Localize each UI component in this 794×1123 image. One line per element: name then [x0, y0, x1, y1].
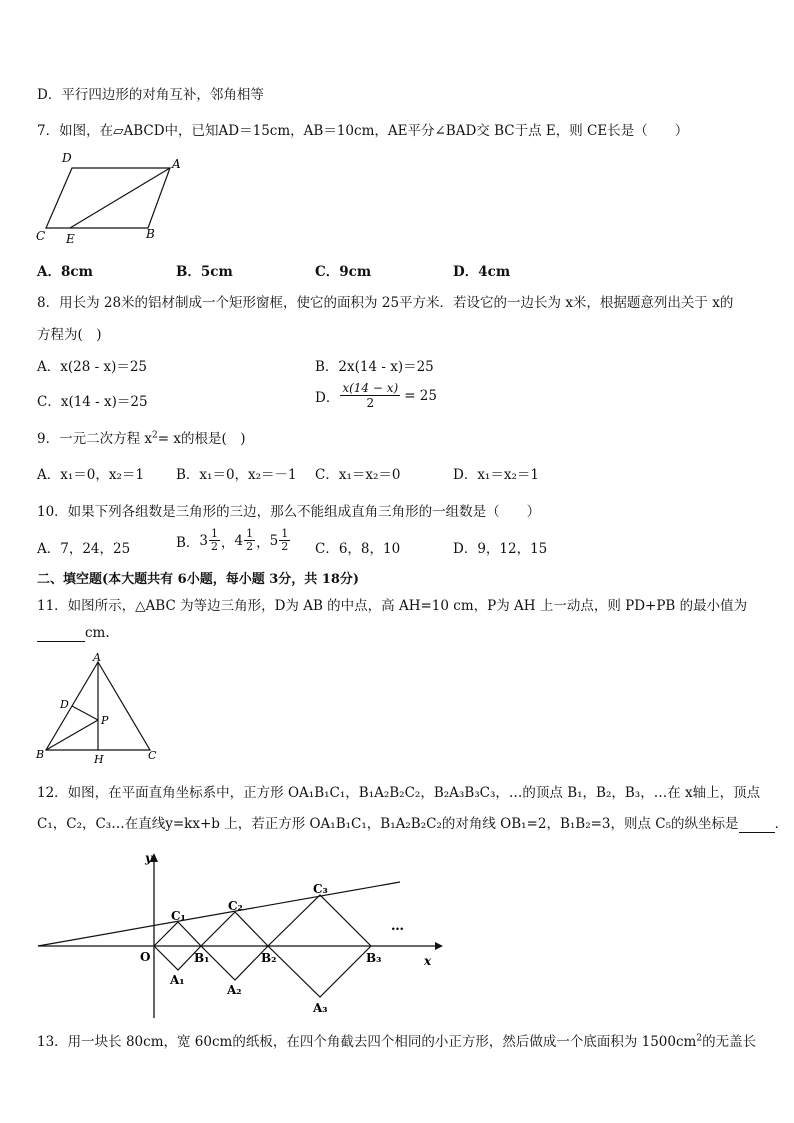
q12-label-y: y [145, 851, 152, 865]
q12-label-dots: … [391, 919, 404, 934]
q12-stem-line2-end: ． [774, 816, 789, 832]
q12-label-b3: B₃ [366, 951, 382, 965]
q10-mixed-1-num: 1 [211, 527, 219, 540]
q11-stem: 11．如图所示，△ABC 为等边三角形，D为 AB 的中点，高 AH=10 cm，P为 AH 上一动点，则 PD+PB 的最小值为 [37, 598, 748, 614]
q11-label-a: A [93, 651, 101, 664]
q6-option-d: D．平行四边形的对角互补，邻角相等 [37, 87, 264, 103]
q10-mixed-3-den: 2 [281, 540, 289, 553]
q7-label-a: A [172, 157, 181, 171]
q8-option-d-fraction [340, 381, 400, 410]
q11-label-h: H [94, 753, 104, 765]
q9-option-c[interactable]: C．x₁＝x₂＝0 [315, 467, 401, 483]
q9-stem-suffix: = x的根是( ) [157, 431, 246, 447]
q12-stem-line2 [37, 812, 788, 833]
q9-option-b[interactable]: B．x₁＝0，x₂＝－1 [176, 467, 297, 483]
q8-option-c[interactable]: C．x(14 - x)＝25 [37, 394, 148, 410]
q7-option-a[interactable]: A．8cm [37, 264, 93, 280]
q10-sep-1: ， [221, 534, 235, 551]
q8-option-a[interactable]: A．x(28 - x)＝25 [37, 359, 148, 375]
q10-mixed-1-whole: 3 [199, 532, 209, 549]
q7-parallelogram-figure [30, 148, 190, 246]
q9-option-a[interactable]: A．x₁＝0，x₂＝1 [37, 467, 144, 483]
q10-mixed-2-fraction [244, 528, 255, 553]
q7-option-b[interactable]: B．5cm [176, 264, 233, 280]
q12-label-b2: B₂ [261, 951, 277, 965]
q12-label-a2: A₂ [227, 983, 242, 997]
section2-title: 二、填空题(本大题共有 6小题，每小题 3分，共 18分) [37, 572, 360, 587]
q11-triangle-figure [30, 650, 170, 765]
q13-stem-suffix: 的无盖长 [702, 1034, 757, 1050]
q7-label-c: C [36, 229, 46, 243]
q10-mixed-1-fraction [209, 528, 220, 553]
q11-label-p: P [101, 714, 109, 727]
q8-option-d-numerator: x(14 − x) [342, 381, 399, 395]
q12-label-a3: A₃ [313, 1001, 328, 1015]
q12-label-c2: C₂ [228, 899, 243, 913]
q7-option-d[interactable]: D．4cm [453, 264, 511, 280]
q10-mixed-3-num: 1 [281, 527, 289, 540]
q12-label-a1: A₁ [170, 973, 185, 987]
q11-answer-line [37, 625, 110, 642]
q12-coordinate-figure [30, 848, 450, 1023]
q12-label-b1: B₁ [194, 951, 210, 965]
q11-label-c: C [148, 749, 157, 762]
q8-option-b[interactable]: B．2x(14 - x)＝25 [315, 359, 434, 375]
q10-option-c[interactable]: C．6，8，10 [315, 541, 401, 557]
q12-label-o: O [140, 950, 151, 964]
q10-option-d[interactable]: D．9，12，15 [453, 541, 548, 557]
q11-label-d: D [60, 698, 69, 711]
q10-option-b[interactable] [176, 528, 291, 553]
q8-option-d[interactable] [315, 381, 437, 410]
q10-mixed-1-den: 2 [211, 540, 219, 553]
q8-option-d-prefix: D． [315, 389, 340, 406]
q10-stem: 10．如果下列各组数是三角形的三边，那么不能组成直角三角形的一组数是（ ） [37, 504, 541, 520]
q13-stem-sup: 2 [696, 1033, 703, 1044]
q12-label-c3: C₃ [313, 882, 328, 896]
q12-answer-blank[interactable] [739, 816, 775, 833]
q7-label-e: E [66, 232, 75, 246]
q12-label-c1: C₁ [171, 909, 186, 923]
q11-label-b: B [36, 748, 45, 761]
q9-option-d[interactable]: D．x₁＝x₂＝1 [453, 467, 539, 483]
q10-mixed-2-den: 2 [246, 540, 254, 553]
q10-mixed-2-whole: 4 [234, 532, 244, 549]
q7-option-c[interactable]: C．9cm [315, 264, 372, 280]
q10-mixed-3-whole: 5 [269, 532, 279, 549]
q12-stem-line1: 12．如图，在平面直角坐标系中，正方形 OA₁B₁C₁，B₁A₂B₂C₂，B₂A₃B₃C₃，…的顶点 B₁，B₂，B₃，…在 x轴上，顶点 [37, 785, 761, 801]
q10-option-a[interactable]: A．7，24，25 [37, 541, 131, 557]
q12-label-x: x [424, 954, 432, 968]
q11-blank-suffix: cm. [85, 625, 110, 641]
q9-stem-prefix: 9．一元二次方程 x [37, 431, 152, 447]
q8-option-d-denominator: 2 [366, 396, 375, 410]
q11-answer-blank[interactable] [37, 625, 85, 642]
q10-mixed-3-fraction [279, 528, 290, 553]
q9-stem-sup: 2 [152, 430, 158, 441]
q9-stem [37, 427, 245, 447]
q7-label-d: D [62, 151, 72, 165]
q10-sep-2: ， [256, 534, 270, 551]
q13-stem-prefix: 13．用一块长 80cm，宽 60cm的纸板，在四个角截去四个相同的小正方形，然后做成一个底面积为 1500cm [37, 1034, 697, 1050]
q8-option-d-rhs: = 25 [404, 387, 437, 404]
q13-stem [37, 1030, 756, 1050]
q10-mixed-2-num: 1 [246, 527, 254, 540]
q7-label-b: B [146, 227, 155, 241]
q10-option-b-prefix: B． [176, 534, 200, 551]
q12-stem-line2-text: C₁，C₂，C₃…在直线y=kx+b 上，若正方形 OA₁B₁C₁，B₁A₂B₂C₂的对角线 OB₁=2，B₁B₂=3，则点 C₅的纵坐标是 [37, 816, 739, 832]
q8-stem-line1: 8．用长为 28米的铝材制成一个矩形窗框，使它的面积为 25平方米．若设它的一边长为 x米，根据题意列出关于 x的 [37, 295, 734, 311]
q8-stem-line2: 方程为( ) [37, 327, 102, 343]
q7-stem: 7．如图，在▱ABCD中，已知AD＝15cm，AB＝10cm，AE平分∠BAD交 BC于点 E，则 CE长是（ ） [37, 123, 689, 139]
